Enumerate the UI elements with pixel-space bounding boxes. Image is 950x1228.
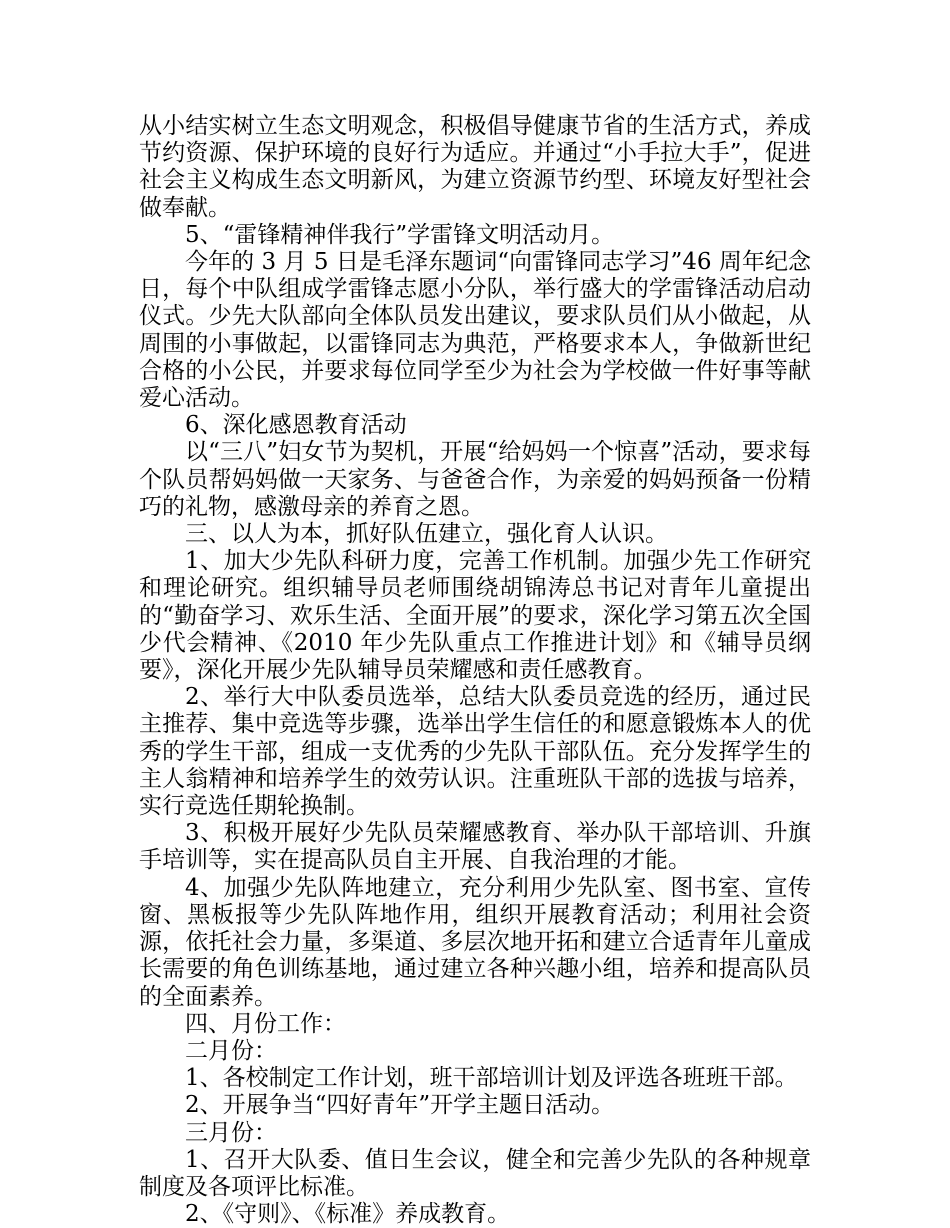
month-heading: 三月份：	[185, 1119, 277, 1146]
list-item: 2、《守则》、《标准》养成教育。	[185, 1201, 511, 1228]
list-item: 1、召开大队委、值日生会议，健全和完善少先队的各种规章制度及各项评比标准。	[139, 1146, 811, 1200]
paragraph: 6、深化感恩教育活动	[185, 412, 407, 439]
section-heading: 四、月份工作：	[185, 1010, 346, 1037]
document-body	[139, 113, 811, 1228]
list-item: 2、开展争当“四好青年”开学主题日活动。	[185, 1092, 615, 1119]
paragraph: 以“三八”妇女节为契机，开展“给妈妈一个惊喜”活动，要求每个队员帮妈妈做一天家务、与爸爸合作，为亲爱的妈妈预备一份精巧的礼物，感激母亲的养育之恩。	[139, 439, 811, 520]
paragraph: 5、“雷锋精神伴我行”学雷锋文明活动月。	[185, 221, 615, 248]
paragraph: 2、举行大中队委员选举，总结大队委员竞选的经历，通过民主推荐、集中竞选等步骤，选举出学生信任的和愿意锻炼本人的优秀的学生干部，组成一支优秀的少先队干部队伍。充分发挥学生的主人翁精神和培养学生的效劳认识。注重班队干部的选拔与培养，实行竞选任期轮换制。	[139, 684, 811, 820]
paragraph: 从小结实树立生态文明观念，积极倡导健康节省的生活方式，养成节约资源、保护环境的良好行为适应。并通过“小手拉大手”，促进社会主义构成生态文明新风，为建立资源节约型、环境友好型社会做奉献。	[139, 113, 811, 221]
paragraph: 3、积极开展好少先队员荣耀感教育、举办队干部培训、升旗手培训等，实在提高队员自主开展、自我治理的才能。	[139, 820, 811, 874]
paragraph: 1、加大少先队科研力度，完善工作机制。加强少先工作研究和理论研究。组织辅导员老师围绕胡锦涛总书记对青年儿童提出的“勤奋学习、欢乐生活、全面开展”的要求，深化学习第五次全国少代会精神、《2010 年少先队重点工作推进计划》和《辅导员纲要》，深化开展少先队辅导员荣耀感和责任感教育。	[139, 548, 811, 684]
paragraph: 今年的 3 月 5 日是毛泽东题词“向雷锋同志学习”46 周年纪念日，每个中队组成学雷锋志愿小分队，举行盛大的学雷锋活动启动仪式。少先大队部向全体队员发出建议，要求队员们从小做起，从周围的小事做起，以雷锋同志为典范，严格要求本人，争做新世纪合格的小公民，并要求每位同学至少为社会为学校做一件好事等献爱心活动。	[139, 249, 811, 412]
month-heading: 二月份：	[185, 1037, 277, 1064]
list-item: 1、各校制定工作计划，班干部培训计划及评选各班班干部。	[185, 1065, 798, 1092]
paragraph: 4、加强少先队阵地建立，充分利用少先队室、图书室、宣传窗、黑板报等少先队阵地作用，组织开展教育活动；利用社会资源，依托社会力量，多渠道、多层次地开拓和建立合适青年儿童成长需要的角色训练基地，通过建立各种兴趣小组，培养和提高队员的全面素养。	[139, 874, 811, 1010]
section-heading: 三、以人为本，抓好队伍建立，强化育人认识。	[185, 521, 668, 548]
